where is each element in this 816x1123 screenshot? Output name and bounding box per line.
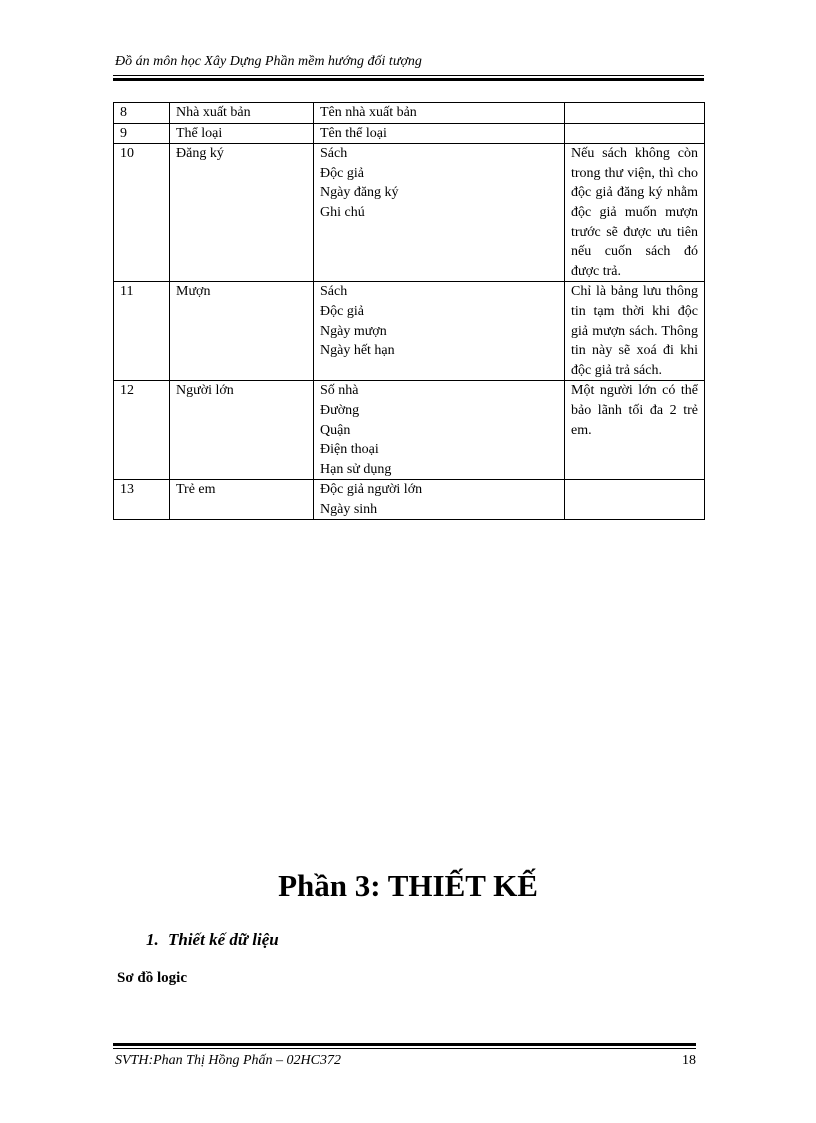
cell-no: 8	[114, 103, 170, 124]
attribute-item: Độc giả	[320, 303, 364, 319]
cell-attributes	[314, 103, 565, 124]
footer-rule-thin	[113, 1048, 696, 1049]
cell-no: 11	[114, 282, 170, 381]
attribute-item: Độc giả người lớn	[320, 482, 423, 498]
cell-no: 10	[114, 144, 170, 282]
table-row	[114, 480, 705, 520]
cell-note: Một người lớn có thể bảo lãnh tối đa 2 trẻ em.	[565, 381, 705, 480]
cell-note	[565, 123, 705, 144]
subsection-number: 1.	[146, 930, 159, 949]
attribute-item: Ghi chú	[320, 204, 365, 220]
entity-table-body	[114, 103, 705, 520]
cell-attributes	[314, 144, 565, 282]
logic-diagram-label: Sơ đồ logic	[117, 970, 187, 986]
attribute-item: Ngày đăng ký	[320, 185, 399, 201]
attribute-item: Tên nhà xuất bản	[320, 105, 417, 120]
cell-entity-name: Trẻ em	[170, 480, 314, 520]
attribute-item: Sách	[320, 284, 348, 300]
table-row	[114, 103, 705, 124]
table-row	[114, 381, 705, 480]
cell-attributes	[314, 123, 565, 144]
attribute-item: Ngày hết hạn	[320, 343, 395, 359]
header-rule-thin	[113, 75, 704, 76]
cell-attributes	[314, 381, 565, 480]
attribute-item: Điện thoại	[320, 442, 379, 458]
subsection-heading	[146, 930, 279, 950]
attribute-item: Đường	[320, 402, 360, 418]
attribute-item: Quận	[320, 422, 351, 438]
page-number: 18	[682, 1053, 696, 1068]
attribute-item: Số nhà	[320, 383, 359, 399]
cell-note	[565, 103, 705, 124]
table-row	[114, 282, 705, 381]
cell-entity-name: Người lớn	[170, 381, 314, 480]
cell-note: Nếu sách không còn trong thư viện, thì cho độc giả đăng ký nhằm độc giả muốn mượn trước sẽ được ưu tiên nếu cuốn sách đó được trả.	[565, 144, 705, 282]
cell-note: Chỉ là bảng lưu thông tin tạm thời khi độc giả mượn sách. Thông tin này sẽ xoá đi khi độc giả trả sách.	[565, 282, 705, 381]
attribute-item: Ngày mượn	[320, 323, 387, 339]
cell-entity-name: Nhà xuất bản	[170, 103, 314, 124]
cell-entity-name: Thể loại	[170, 123, 314, 144]
attribute-item: Độc giả	[320, 165, 364, 181]
cell-note	[565, 480, 705, 520]
footer-rule-thick	[113, 1043, 696, 1046]
cell-no: 9	[114, 123, 170, 144]
entity-table	[113, 102, 705, 520]
attribute-item: Tên thể loại	[320, 125, 387, 141]
attribute-item: Ngày sinh	[320, 501, 378, 517]
table-row	[114, 144, 705, 282]
cell-attributes	[314, 282, 565, 381]
attribute-item: Hạn sử dụng	[320, 461, 392, 477]
cell-attributes	[314, 480, 565, 520]
cell-entity-name: Đăng ký	[170, 144, 314, 282]
header-rule-thick	[113, 78, 704, 81]
attribute-item: Sách	[320, 146, 348, 162]
cell-no: 12	[114, 381, 170, 480]
cell-no: 13	[114, 480, 170, 520]
cell-entity-name: Mượn	[170, 282, 314, 381]
table-row	[114, 123, 705, 144]
subsection-title: Thiết kế dữ liệu	[168, 930, 279, 949]
header-title: Đồ án môn học Xây Dựng Phần mềm hướng đối tượng	[115, 54, 422, 69]
section-title: Phần 3: THIẾT KẾ	[278, 868, 538, 903]
footer-author: SVTH:Phan Thị Hồng Phấn – 02HC372	[115, 1053, 341, 1068]
